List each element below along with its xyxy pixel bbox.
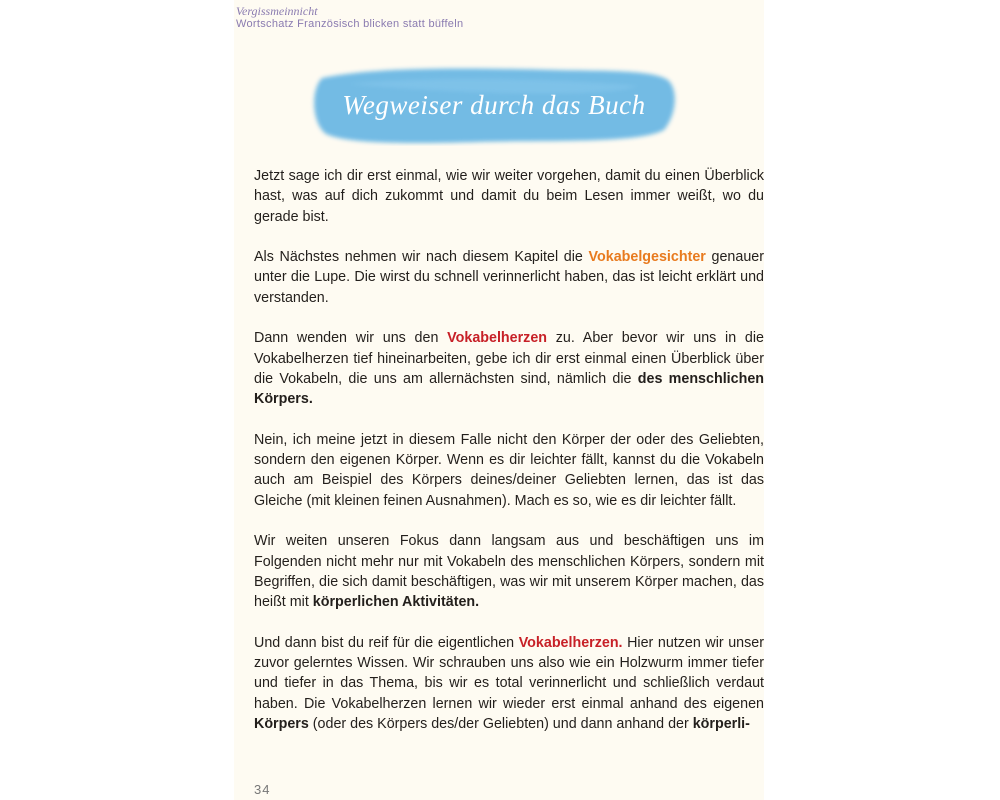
running-header-subtitle: Wortschatz Französisch blicken statt büffeln	[236, 18, 464, 30]
paragraph: Wir weiten unseren Fokus dann langsam aus und beschäftigen uns im Folgenden nicht mehr nur mit Vokabeln des menschlichen Körpers, sondern mit Begriffen, die sich damit beschäftigen, was wir mit unserem Körper machen, das heißt mit körperlichen Aktivitäten.	[254, 533, 764, 611]
bold-term: des menschlichen Körpers.	[254, 370, 765, 408]
paragraph: Dann wenden wir uns den Vokabelherzen zu. Aber bevor wir uns in die Vokabelherzen tief hineinarbeiten, gebe ich dir erst einmal einen Überblick über die Vokabeln, die uns am allernächsten sind, nämlich die des menschlichen Körpers.	[254, 330, 765, 408]
paragraph: Jetzt sage ich dir erst einmal, wie wir weiter vorgehen, damit du einen Überblick hast, was auf dich zukommt und damit du beim Lesen immer weißt, wo du gerade bist.	[254, 168, 764, 225]
chapter-title: Wegweiser durch das Buch	[342, 89, 646, 120]
bold-term: Körpers	[254, 716, 309, 733]
book-page	[234, 0, 764, 800]
running-header-title: Vergissmeinnicht	[236, 4, 318, 18]
paragraph: Und dann bist du reif für die eigentlichen Vokabelherzen. Hier nutzen wir unser zuvor gelerntes Wissen. Wir schrauben uns also wie ein Holzwurm immer tiefer und tiefer in das Thema, bis wir es total verinnerlicht und schließlich verdaut haben. Die Vokabelherzen lernen wir wieder erst einmal anhand des eigenen Körpers (oder des Körpers des/der Geliebten) und dann anhand der körperli-	[254, 634, 764, 733]
paragraph: Nein, ich meine jetzt in diesem Falle nicht den Körper der oder des Geliebten, sondern den eigenen Körper. Wenn es dir leichter fällt, kannst du die Vokabeln auch am Beispiel des Körpers deines/deiner Geliebten lernen, das ist das Gleiche (mit kleinen feinen Ausnahmen). Mach es so, wie es dir leichter fällt.	[254, 431, 764, 509]
bold-term: körperli-	[692, 716, 750, 733]
body-text	[254, 166, 764, 755]
paragraph: Als Nächstes nehmen wir nach diesem Kapitel die Vokabelgesichter genauer unter die Lupe. Die wirst du schnell verinnerlicht haben, das ist leicht erklärt und verstanden.	[254, 249, 764, 306]
bold-term: körperlichen Aktivitäten.	[312, 594, 480, 611]
highlight-vokabelherzen: Vokabelherzen.	[518, 634, 623, 651]
highlight-vokabelherzen: Vokabelherzen	[447, 330, 548, 347]
page-number: 34	[254, 782, 271, 797]
highlight-vokabelgesichter: Vokabelgesichter	[588, 249, 706, 266]
